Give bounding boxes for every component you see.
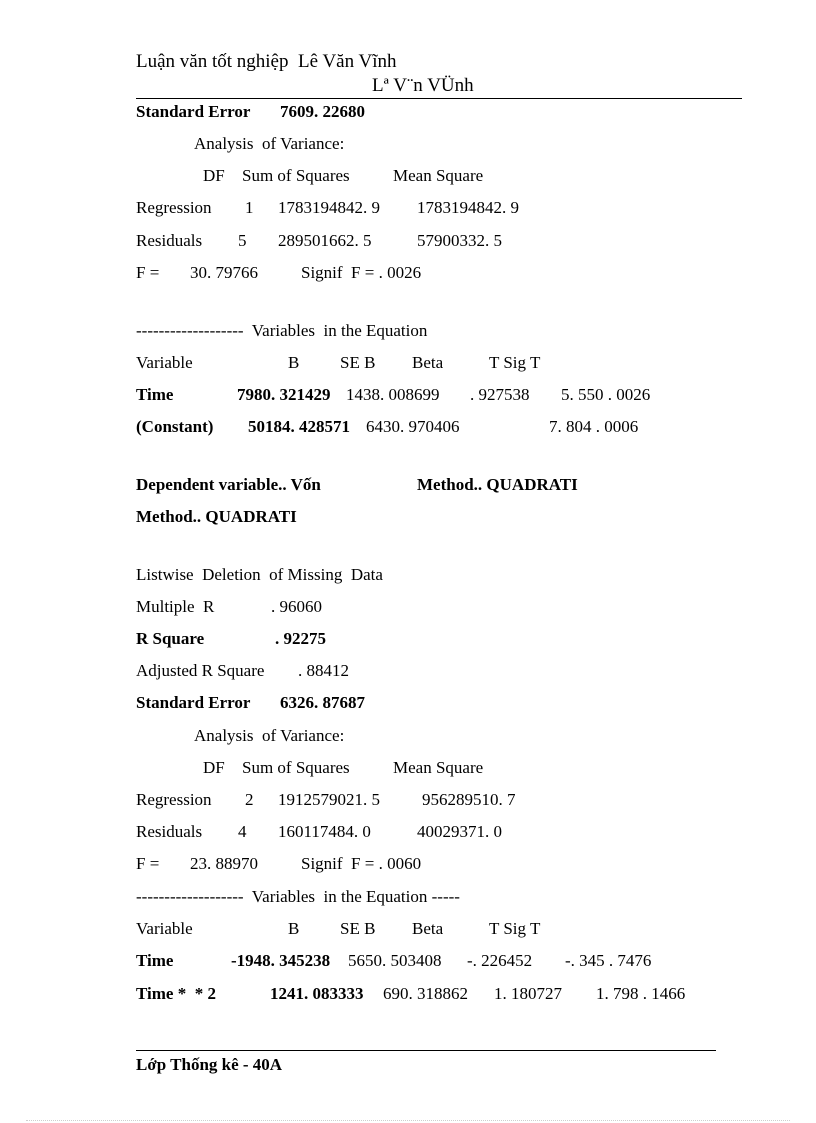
m2-row-name: Time	[136, 951, 174, 970]
m1-regression-ss: 1783194842. 9	[278, 198, 380, 217]
m2-row-beta: -. 226452	[467, 951, 533, 970]
m2-anova-title: Analysis of Variance:	[194, 726, 345, 745]
m1-residuals-ss: 289501662. 5	[278, 231, 372, 250]
header-rule	[136, 98, 742, 99]
m2-vars-title: ------------------- Variables in the Equation -----	[136, 887, 460, 906]
m1-f-label: F =	[136, 263, 160, 282]
m1-residuals-df: 5	[238, 231, 247, 250]
m1-signif: Signif F = . 0026	[301, 263, 422, 282]
m2-r-square-value: . 92275	[275, 629, 326, 648]
m2-col-ss: Sum of Squares	[242, 758, 350, 777]
m2-row-b: 1241. 083333	[270, 984, 364, 1003]
m2-col-df: DF	[203, 758, 225, 777]
m2-residuals-df: 4	[238, 822, 247, 841]
m1-regression-df: 1	[245, 198, 254, 217]
m1-col-beta: Beta	[412, 353, 444, 372]
method-line: Method.. QUADRATI	[136, 507, 297, 526]
m2-row-t: 1. 798 . 1466	[596, 984, 686, 1003]
m1-col-b: B	[288, 353, 300, 372]
m2-row-seb: 5650. 503408	[348, 951, 442, 970]
m1-col-seb: SE B	[340, 353, 376, 372]
header-subtitle: Lª V¨n VÜnh	[372, 75, 474, 96]
m1-row-t: 7. 804 . 0006	[549, 417, 639, 436]
footer-text: Lớp Thống kê - 40A	[136, 1055, 283, 1074]
m2-std-error-value: 6326. 87687	[280, 693, 365, 712]
m1-regression-ms: 1783194842. 9	[417, 198, 519, 217]
m2-adj-r-label: Adjusted R Square	[136, 661, 265, 680]
m2-f-value: 23. 88970	[190, 854, 258, 873]
m2-f-label: F =	[136, 854, 160, 873]
header-title: Luận văn tốt nghiệp Lê Văn Vĩnh	[136, 51, 397, 72]
m1-row-t: 5. 550 . 0026	[561, 385, 651, 404]
m1-col-df: DF	[203, 166, 225, 185]
m2-regression-ms: 956289510. 7	[422, 790, 516, 809]
dependent-method: Method.. QUADRATI	[417, 475, 578, 494]
m2-std-error-label: Standard Error	[136, 693, 251, 712]
footer-rule	[136, 1050, 716, 1051]
page-bottom-dotted-line	[26, 1120, 790, 1121]
m2-col-ms: Mean Square	[393, 758, 484, 777]
m1-row-seb: 1438. 008699	[346, 385, 440, 404]
m1-col-variable: Variable	[136, 353, 193, 372]
m2-row-b: -1948. 345238	[231, 951, 331, 970]
m1-anova-title: Analysis of Variance:	[194, 134, 345, 153]
m2-residuals-ss: 160117484. 0	[278, 822, 371, 841]
m1-row-b: 7980. 321429	[237, 385, 331, 404]
m2-signif: Signif F = . 0060	[301, 854, 422, 873]
m1-row-name: (Constant)	[136, 417, 214, 436]
m1-residuals-label: Residuals	[136, 231, 203, 250]
m2-listwise: Listwise Deletion of Missing Data	[136, 565, 383, 584]
m1-std-error-value: 7609. 22680	[280, 102, 365, 121]
m1-col-tsig: T Sig T	[489, 353, 541, 372]
m1-row-b: 50184. 428571	[248, 417, 350, 436]
m2-r-square-label: R Square	[136, 629, 205, 648]
m2-col-b: B	[288, 919, 300, 938]
m2-regression-label: Regression	[136, 790, 212, 809]
m2-regression-df: 2	[245, 790, 254, 809]
m2-residuals-ms: 40029371. 0	[417, 822, 502, 841]
m1-row-beta: . 927538	[470, 385, 530, 404]
m1-col-ss: Sum of Squares	[242, 166, 350, 185]
m2-col-seb: SE B	[340, 919, 376, 938]
m1-regression-label: Regression	[136, 198, 212, 217]
m2-row-name: Time * * 2	[136, 984, 216, 1003]
m2-multiple-r-label: Multiple R	[136, 597, 215, 616]
m1-row-seb: 6430. 970406	[366, 417, 460, 436]
m2-multiple-r-value: . 96060	[271, 597, 322, 616]
m1-residuals-ms: 57900332. 5	[417, 231, 502, 250]
m2-row-seb: 690. 318862	[383, 984, 468, 1003]
m1-std-error-label: Standard Error	[136, 102, 251, 121]
m2-col-tsig: T Sig T	[489, 919, 541, 938]
m2-adj-r-value: . 88412	[298, 661, 349, 680]
m2-residuals-label: Residuals	[136, 822, 203, 841]
m1-row-name: Time	[136, 385, 174, 404]
m2-col-variable: Variable	[136, 919, 193, 938]
m2-row-beta: 1. 180727	[494, 984, 562, 1003]
m2-row-t: -. 345 . 7476	[565, 951, 652, 970]
m1-vars-title: ------------------- Variables in the Equation	[136, 321, 428, 340]
m1-f-value: 30. 79766	[190, 263, 258, 282]
m1-col-ms: Mean Square	[393, 166, 484, 185]
m2-regression-ss: 1912579021. 5	[278, 790, 380, 809]
dependent-variable: Dependent variable.. Vốn	[136, 475, 321, 494]
m2-col-beta: Beta	[412, 919, 444, 938]
